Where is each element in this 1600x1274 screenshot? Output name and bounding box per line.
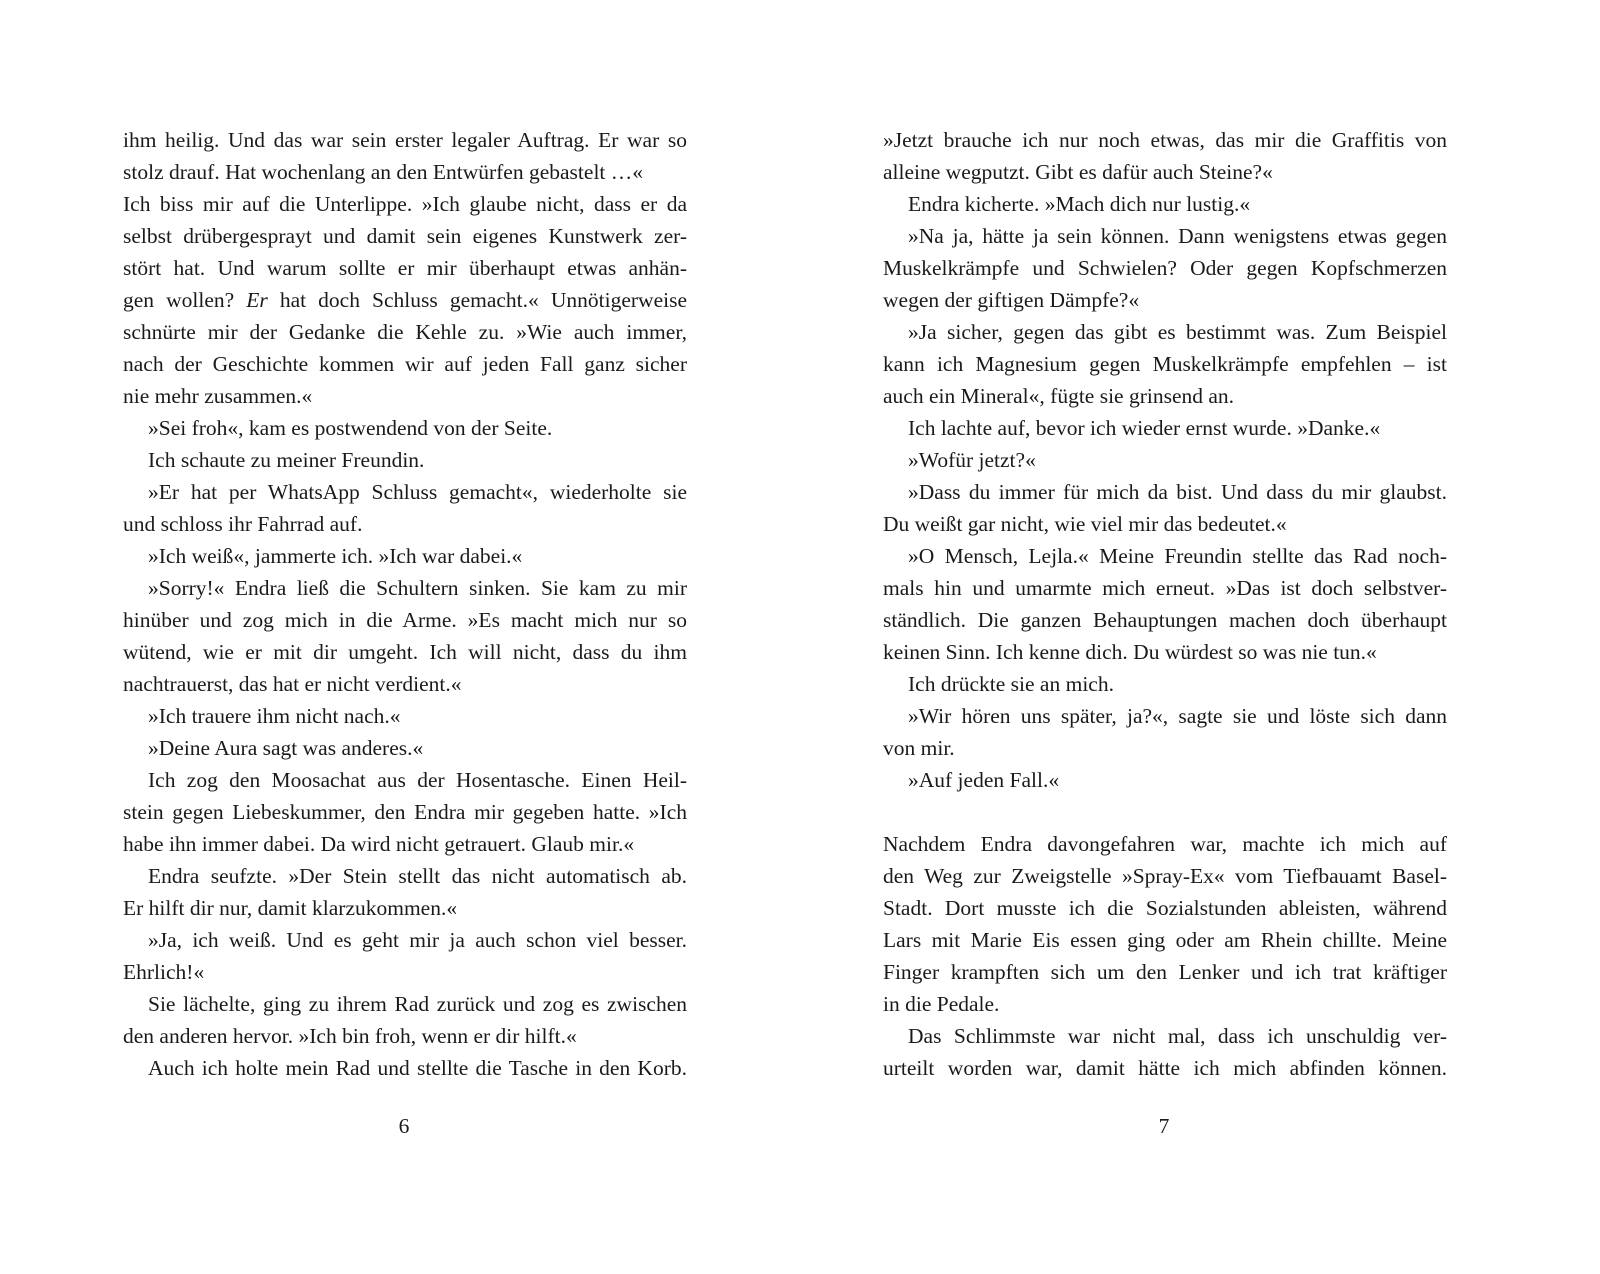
text-line: Das Schlimmste war nicht mal, dass ich unschuldig ver- bbox=[908, 1024, 1447, 1048]
text-line: wütend, wie er mit dir umgeht. Ich will nicht, dass du ihm bbox=[123, 640, 687, 664]
text-line: »Ich weiß«, jammerte ich. »Ich war dabei.« bbox=[148, 544, 523, 568]
text-line: nie mehr zusammen.« bbox=[123, 384, 313, 408]
text-line: stolz drauf. Hat wochenlang an den Entwürfen gebastelt …« bbox=[123, 160, 644, 184]
text-line: Stadt. Dort musste ich die Sozialstunden ableisten, während bbox=[883, 896, 1447, 920]
text-line: stein gegen Liebeskummer, den Endra mir gegeben hatte. »Ich bbox=[123, 800, 687, 824]
text-line: »Jetzt brauche ich nur noch etwas, das mir die Graffitis von bbox=[883, 128, 1447, 152]
text-line: kann ich Magnesium gegen Muskelkrämpfe empfehlen – ist bbox=[883, 352, 1447, 376]
text-line: Du weißt gar nicht, wie viel mir das bedeutet.« bbox=[883, 512, 1287, 536]
text-line: stört hat. Und warum sollte er mir überhaupt etwas anhän- bbox=[123, 256, 687, 280]
emphasized-word: Er bbox=[246, 288, 268, 312]
text-line: von mir. bbox=[883, 736, 955, 760]
left-page-number: 6 bbox=[398, 1114, 410, 1138]
text-line: Ich biss mir auf die Unterlippe. »Ich glaube nicht, dass er da bbox=[123, 192, 687, 216]
text-line: »Dass du immer für mich da bist. Und dass du mir glaubst. bbox=[908, 480, 1447, 504]
text-line: »Ich trauere ihm nicht nach.« bbox=[148, 704, 401, 728]
text-line: in die Pedale. bbox=[883, 992, 1000, 1016]
text-line: wegen der giftigen Dämpfe?« bbox=[883, 288, 1140, 312]
text-line: alleine wegputzt. Gibt es dafür auch Steine?« bbox=[883, 160, 1273, 184]
text-line bbox=[123, 284, 687, 316]
text-line: Muskelkrämpfe und Schwielen? Oder gegen Kopfschmerzen bbox=[883, 256, 1447, 280]
text-line: den Weg zur Zweigstelle »Spray-Ex« vom Tiefbauamt Basel- bbox=[883, 864, 1447, 888]
text-line: Ich schaute zu meiner Freundin. bbox=[148, 448, 425, 472]
text-line: Ich drückte sie an mich. bbox=[908, 672, 1114, 696]
text-line: Ehrlich!« bbox=[123, 960, 205, 984]
text-segment: hat doch Schluss gemacht.« Unnötigerweise bbox=[267, 288, 687, 312]
text-line: »Er hat per WhatsApp Schluss gemacht«, wiederholte sie bbox=[148, 480, 687, 504]
text-line: habe ihn immer dabei. Da wird nicht getrauert. Glaub mir.« bbox=[123, 832, 635, 856]
right-page-text bbox=[883, 124, 1447, 1084]
left-page-text bbox=[123, 124, 687, 1084]
text-line: hinüber und zog mich in die Arme. »Es macht mich nur so bbox=[123, 608, 687, 632]
text-line: Ich lachte auf, bevor ich wieder ernst wurde. »Danke.« bbox=[908, 416, 1381, 440]
text-line: Finger krampften sich um den Lenker und ich trat kräftiger bbox=[883, 960, 1447, 984]
text-line: »Wir hören uns später, ja?«, sagte sie und löste sich dann bbox=[908, 704, 1447, 728]
text-line: nachtrauerst, das hat er nicht verdient.« bbox=[123, 672, 462, 696]
text-line: »Sei froh«, kam es postwendend von der Seite. bbox=[148, 416, 553, 440]
text-line: Endra seufzte. »Der Stein stellt das nicht automatisch ab. bbox=[148, 864, 687, 888]
section-break bbox=[883, 796, 1447, 828]
text-line: selbst drübergesprayt und damit sein eigenes Kunstwerk zer- bbox=[123, 224, 687, 248]
text-line: ständlich. Die ganzen Behauptungen machen doch überhaupt bbox=[883, 608, 1447, 632]
text-line: »Ja, ich weiß. Und es geht mir ja auch schon viel besser. bbox=[148, 928, 687, 952]
text-line: »Na ja, hätte ja sein können. Dann wenigstens etwas gegen bbox=[908, 224, 1447, 248]
text-line: ihm heilig. Und das war sein erster legaler Auftrag. Er war so bbox=[123, 128, 687, 152]
text-line: Lars mit Marie Eis essen ging oder am Rhein chillte. Meine bbox=[883, 928, 1447, 952]
text-line: urteilt worden war, damit hätte ich mich abfinden können. bbox=[883, 1056, 1447, 1080]
text-line: mals hin und umarmte mich erneut. »Das ist doch selbstver- bbox=[883, 576, 1447, 600]
text-line: Sie lächelte, ging zu ihrem Rad zurück und zog es zwischen bbox=[148, 992, 687, 1016]
text-line: den anderen hervor. »Ich bin froh, wenn er dir hilft.« bbox=[123, 1024, 577, 1048]
text-line: Endra kicherte. »Mach dich nur lustig.« bbox=[908, 192, 1251, 216]
text-line: Er hilft dir nur, damit klarzukommen.« bbox=[123, 896, 458, 920]
text-line: »Wofür jetzt?« bbox=[908, 448, 1036, 472]
text-line: schnürte mir der Gedanke die Kehle zu. »Wie auch immer, bbox=[123, 320, 687, 344]
right-page-number: 7 bbox=[1158, 1114, 1170, 1138]
text-line: »Ja sicher, gegen das gibt es bestimmt was. Zum Beispiel bbox=[908, 320, 1447, 344]
text-line: nach der Geschichte kommen wir auf jeden Fall ganz sicher bbox=[123, 352, 687, 376]
text-line: keinen Sinn. Ich kenne dich. Du würdest so was nie tun.« bbox=[883, 640, 1377, 664]
text-line: und schloss ihr Fahrrad auf. bbox=[123, 512, 363, 536]
text-line: Nachdem Endra davongefahren war, machte ich mich auf bbox=[883, 832, 1447, 856]
text-line: auch ein Mineral«, fügte sie grinsend an. bbox=[883, 384, 1235, 408]
text-segment: gen wollen? bbox=[123, 288, 247, 312]
text-line: Ich zog den Moosachat aus der Hosentasche. Einen Heil- bbox=[148, 768, 687, 792]
text-line: »Sorry!« Endra ließ die Schultern sinken. Sie kam zu mir bbox=[148, 576, 687, 600]
text-line: »Deine Aura sagt was anderes.« bbox=[148, 736, 424, 760]
text-line: »O Mensch, Lejla.« Meine Freundin stellte das Rad noch- bbox=[908, 544, 1447, 568]
text-line: »Auf jeden Fall.« bbox=[908, 768, 1060, 792]
text-line: Auch ich holte mein Rad und stellte die Tasche in den Korb. bbox=[148, 1056, 687, 1080]
